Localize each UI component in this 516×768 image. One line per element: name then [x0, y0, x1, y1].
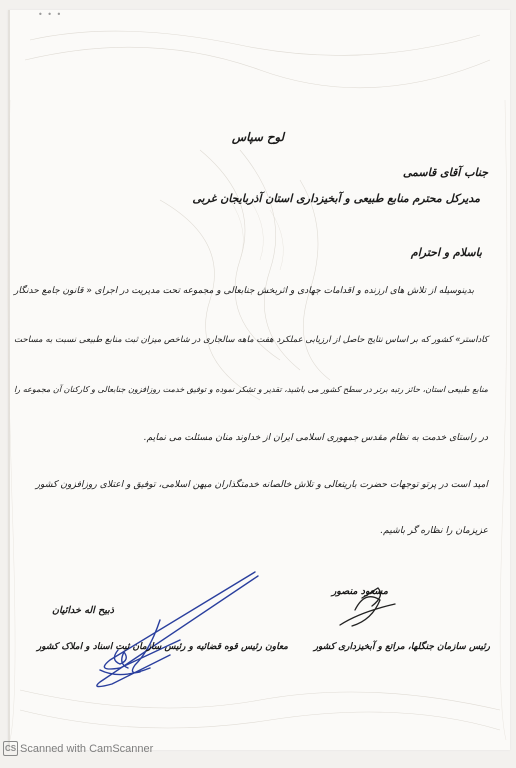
signature-2-name: مسعود منصور — [331, 586, 388, 597]
body-line-4: در راستای خدمت به نظام مقدس جمهوری اسلامی ایران از خداوند منان مسئلت می نمایم. — [143, 432, 488, 443]
greeting: باسلام و احترام — [410, 246, 482, 259]
body-line-2: کاداستر» کشور که بر اساس نتایج حاصل از ارزیابی عملکرد هفت ماهه سالجاری در شاخص میزان ثبت منابع طبیعی نسبت به مساحت — [13, 335, 488, 345]
body-line-3: منابع طبیعی استان، حائز رتبه برتر در سطح کشور می باشید، تقدیر و تشکر نموده و توفیق خدمت روزافزون جنابعالی و کارکنان آن مجموعه را — [13, 384, 488, 394]
addressee-name: جناب آقای قاسمی — [402, 166, 488, 179]
body-line-1: بدینوسیله از تلاش های ارزنده و اقدامات جهادی و اثربخش جنابعالی و مجموعه تحت مدیریت در اجرای « قانون جامع حدنگار — [13, 286, 474, 296]
camscanner-logo-icon: CS — [3, 741, 18, 756]
scanner-watermark-text: Scanned with CamScanner — [20, 742, 154, 755]
scanner-watermark — [3, 741, 153, 756]
body-line-5: امید است در پرتو توجهات حضرت باریتعالی و تلاش خالصانه خدمتگذاران میهن اسلامی، توفیق و اعتلای روزافزون کشور — [35, 479, 488, 490]
addressee-position: مدیرکل محترم منابع طبیعی و آبخیزداری استان آذربایجان غربی — [192, 192, 480, 205]
top-dots: • • • — [38, 10, 63, 19]
signature-1-title: معاون رئیس قوه قضائیه و رئیس سازمان ثبت اسناد و املاک کشور — [36, 642, 288, 652]
body-line-6: عزیزمان را نظاره گر باشیم. — [380, 525, 488, 536]
letter-paper — [8, 10, 510, 750]
letter-title: لوح سپاس — [231, 130, 285, 144]
signature-1-name: ذبیح اله خدائیان — [52, 605, 114, 616]
signature-2-title: رئیس سازمان جنگلها، مراتع و آبخیزداری کشور — [313, 642, 490, 652]
